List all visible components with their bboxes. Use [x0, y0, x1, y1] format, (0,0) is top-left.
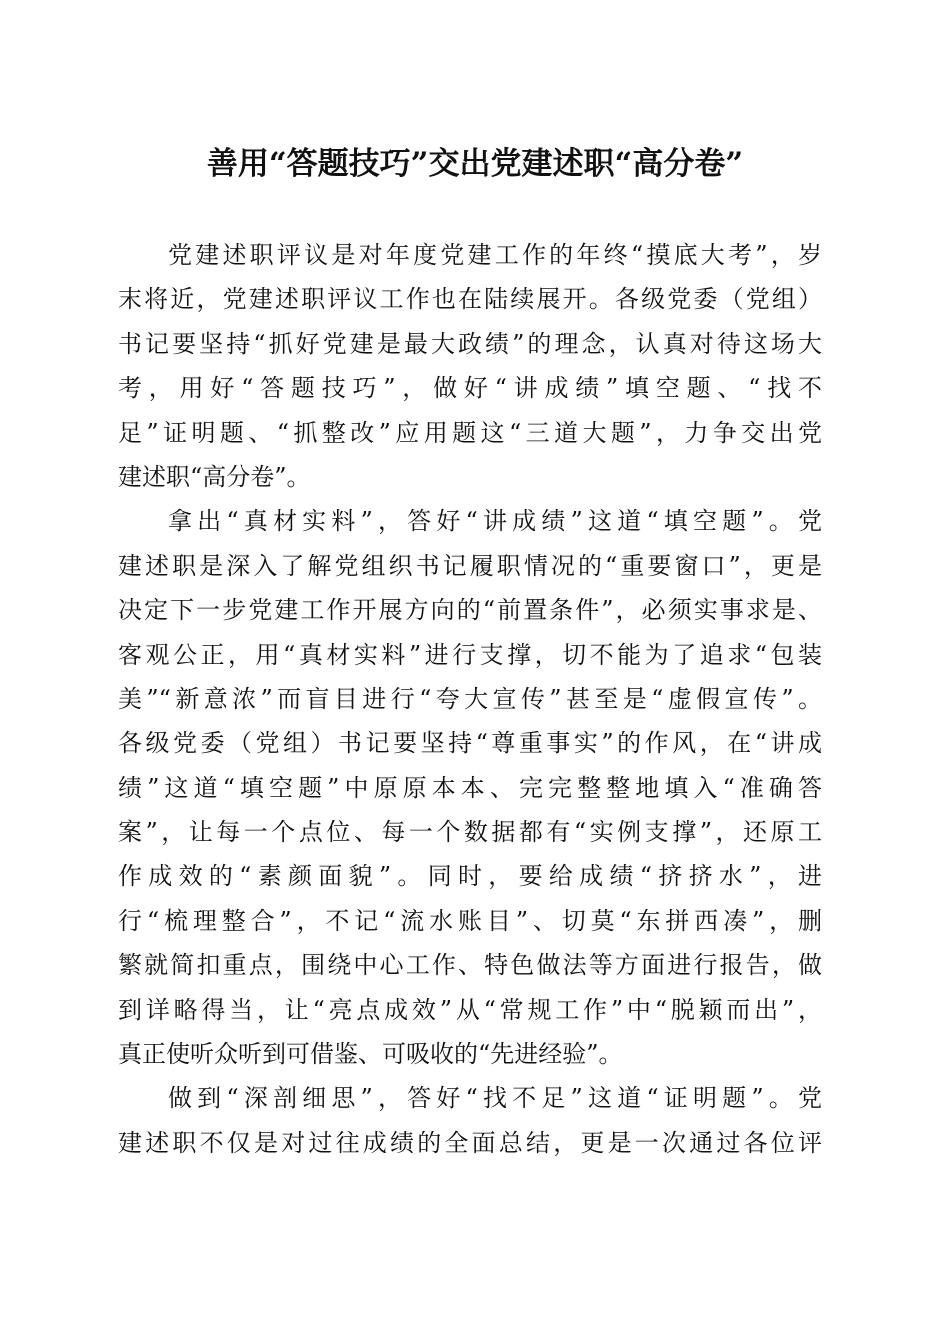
text-line: 拿出“真材实料”，答好“讲成绩”这道“填空题”。党	[168, 507, 822, 536]
text-line: 末将近，党建述职评议工作也在陆续展开。各级党委（党组）	[118, 285, 822, 314]
document-body	[118, 233, 822, 1165]
text-line: 案”，让每一个点位、每一个数据都有“实例支撑”，还原工	[118, 818, 822, 847]
paragraph	[118, 233, 822, 499]
text-line: 作成效的“素颜面貌”。同时，要给成绩“挤挤水”，进	[118, 862, 822, 891]
text-line: 书记要坚持“抓好党建是最大政绩”的理念，认真对待这场大	[118, 329, 822, 358]
text-line: 客观公正，用“真材实料”进行支撑，切不能为了追求“包装	[118, 640, 822, 669]
text-line: 建述职是深入了解党组织书记履职情况的“重要窗口”，更是	[118, 551, 822, 580]
text-line: 做到“深剖细思”，答好“找不足”这道“证明题”。党	[168, 1084, 822, 1113]
paragraph	[118, 1076, 822, 1165]
paragraph	[118, 499, 822, 1076]
text-line: 繁就简扣重点，围绕中心工作、特色做法等方面进行报告，做	[118, 951, 822, 980]
text-line: 美”“新意浓”而盲目进行“夸大宣传”甚至是“虚假宣传”。	[118, 684, 822, 713]
text-line: 足”证明题、“抓整改”应用题这“三道大题”，力争交出党	[118, 418, 822, 447]
text-line: 考，用好“答题技巧”，做好“讲成绩”填空题、“找不	[118, 374, 822, 403]
text-line: 真正使听众听到可借鉴、可吸收的“先进经验”。	[118, 1040, 623, 1069]
text-line: 党建述职评议是对年度党建工作的年终“摸底大考”，岁	[168, 241, 822, 269]
text-line: 到详略得当，让“亮点成效”从“常规工作”中“脱颖而出”，	[118, 995, 822, 1024]
text-line: 建述职“高分卷”。	[118, 462, 311, 491]
text-line: 决定下一步党建工作开展方向的“前置条件”，必须实事求是、	[118, 596, 822, 625]
text-line: 行“梳理整合”，不记“流水账目”、切莫“东拼西凑”，删	[118, 906, 822, 935]
text-line: 绩”这道“填空题”中原原本本、完完整整地填入“准确答	[118, 773, 822, 802]
text-line: 各级党委（党组）书记要坚持“尊重事实”的作风，在“讲成	[118, 729, 822, 758]
document-title: 善用“答题技巧”交出党建述职“高分卷”	[206, 146, 744, 182]
text-line: 建述职不仅是对过往成绩的全面总结，更是一次通过各位评	[118, 1128, 822, 1157]
